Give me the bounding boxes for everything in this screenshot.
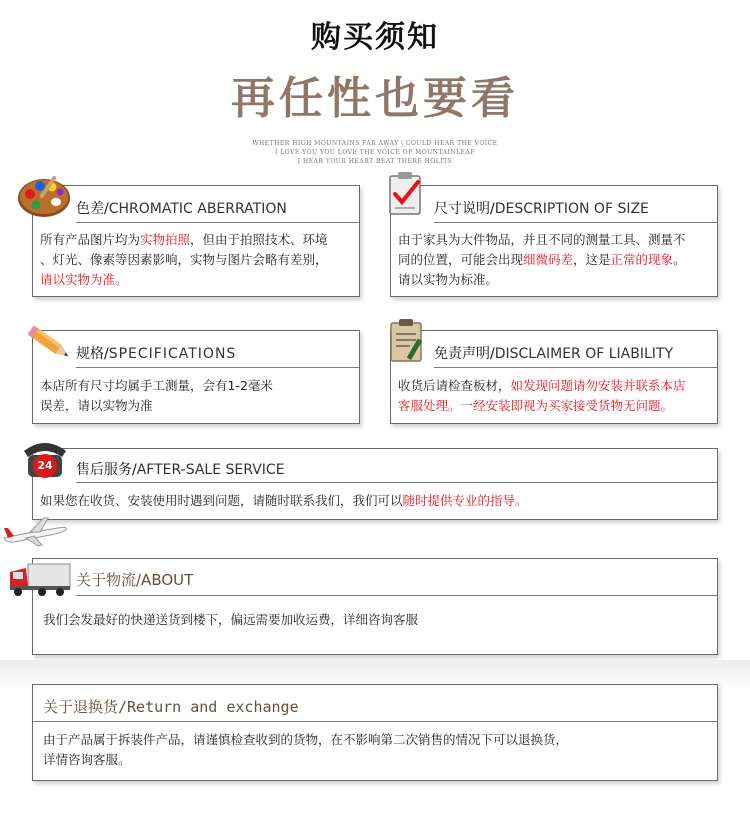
size-body: 由于家具为大件物品，并且不同的测量工具、测量不 同的位置，可能会出现细微码差，这是正常的现象。 请以实物为标准。 bbox=[398, 232, 686, 287]
divider bbox=[76, 222, 359, 223]
divider bbox=[76, 482, 717, 483]
size-description-box bbox=[390, 185, 718, 297]
logistics-box bbox=[32, 558, 718, 655]
after-sale-heading: 售后服务/AFTER-SALE SERVICE bbox=[76, 462, 285, 478]
specs-heading: 规格/SPECIFICATIONS bbox=[76, 346, 237, 362]
specifications-box bbox=[32, 330, 360, 424]
clipboard-check-icon bbox=[384, 170, 428, 218]
logistics-body: 我们会发最好的快递送货到楼下，偏远需要加收运费，详细咨询客服 bbox=[43, 612, 419, 627]
divider bbox=[76, 367, 359, 368]
chromatic-aberration-box bbox=[32, 185, 360, 297]
divider bbox=[76, 595, 717, 596]
disclaimer-box bbox=[390, 330, 718, 424]
returns-body: 由于产品属于拆装件产品，请谨慎检查收到的货物，在不影响第二次销售的情况下可以退换货， 详情咨询客服。 bbox=[43, 732, 569, 767]
24h-label: 24 bbox=[37, 459, 53, 472]
document-pen-icon bbox=[388, 318, 428, 364]
disclaimer-body: 收货后请检查板材，如发现问题请勿安装并联系本店 客服处理。一经安装即视为买家接受货物无问题。 bbox=[398, 378, 686, 413]
after-sale-box bbox=[32, 448, 718, 520]
english-line: WHETHER HIGH MOUNTAINS FAR AWAY | COULD HEAR THE VOICE bbox=[252, 140, 498, 147]
after-sale-body: 如果您在收货、安装使用时遇到问题，请随时联系我们，我们可以随时提供专业的指导。 bbox=[40, 493, 528, 508]
pencil-icon bbox=[26, 322, 74, 366]
page-title: 购买须知 bbox=[311, 20, 439, 55]
palette-icon bbox=[16, 172, 74, 220]
logistics-heading: 关于物流/ABOUT bbox=[76, 571, 194, 589]
returns-box bbox=[32, 684, 718, 781]
divider bbox=[434, 367, 717, 368]
divider bbox=[33, 721, 717, 722]
size-heading: 尺寸说明/DESCRIPTION OF SIZE bbox=[434, 201, 649, 217]
chromatic-body: 所有产品图片均为实物拍照，但由于拍照技术、环境 、灯光、像素等因素影响，实物与图片会略有差别， 请以实物为准。 bbox=[40, 232, 328, 287]
divider bbox=[434, 222, 717, 223]
returns-heading: 关于退换货/Return and exchange bbox=[43, 698, 299, 716]
truck-icon bbox=[6, 558, 72, 600]
specs-body: 本店所有尺寸均属手工测量，会有1-2毫米 误差，请以实物为准 bbox=[40, 378, 273, 413]
english-line: I LOVE YOU YOU LOVE THE VOICE OF MOUNTAINLEAF bbox=[274, 149, 476, 156]
page-subtitle: 再任性也要看 bbox=[231, 73, 519, 124]
chromatic-heading: 色差/CHROMATIC ABERRATION bbox=[76, 201, 287, 217]
english-line: I HEAR YOUR HEART BEAT THERE HOLITS bbox=[297, 158, 453, 165]
english-tagline bbox=[0, 139, 750, 166]
24h-phone-icon bbox=[18, 437, 72, 481]
disclaimer-heading: 免责声明/DISCLAIMER OF LIABILITY bbox=[434, 346, 674, 362]
airplane-icon bbox=[0, 514, 70, 550]
